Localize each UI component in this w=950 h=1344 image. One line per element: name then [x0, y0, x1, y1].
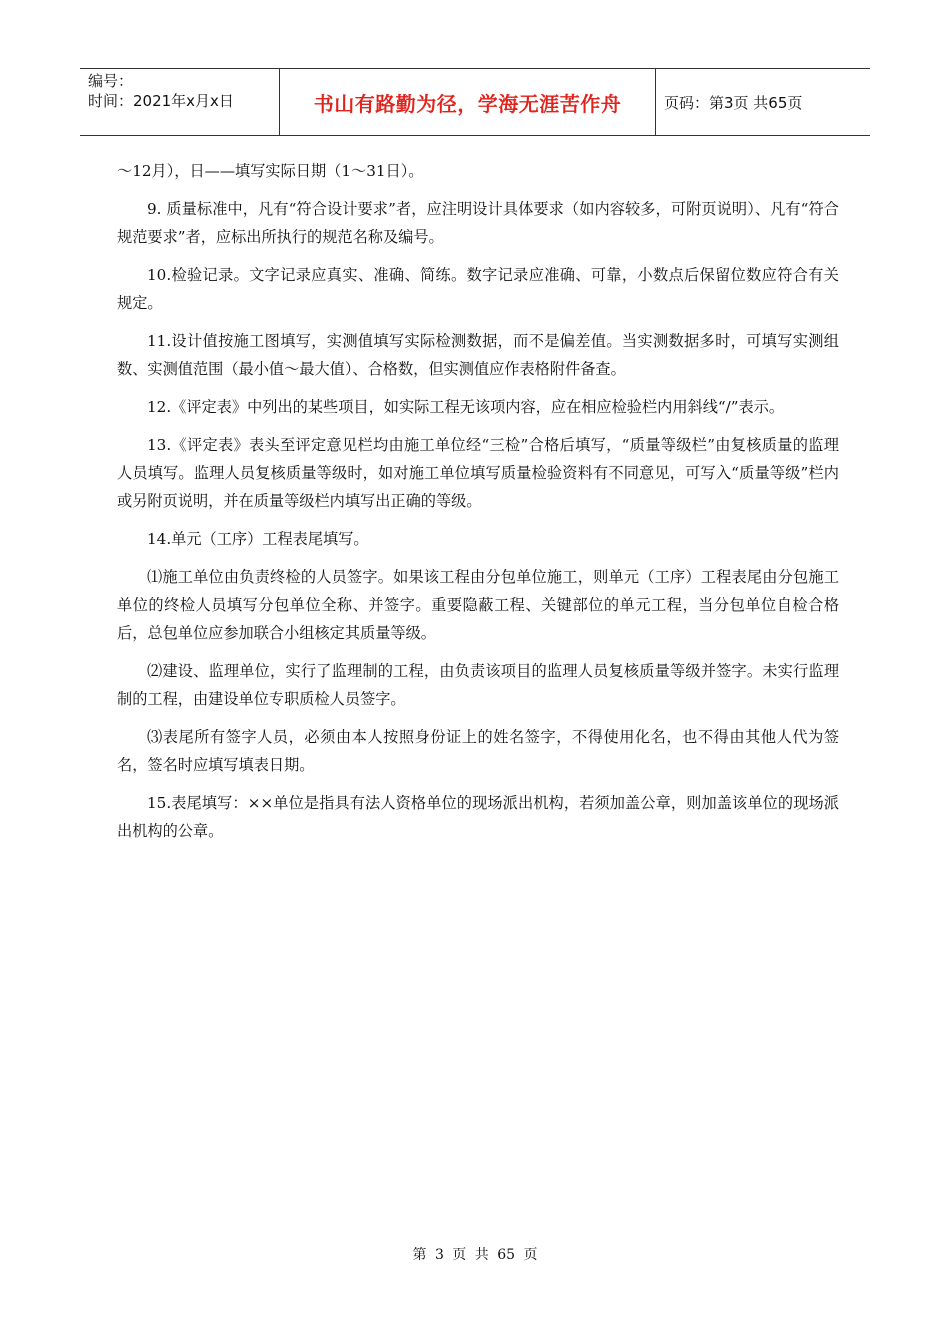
header-page-info: 页码：第3页 共65页 — [664, 93, 803, 112]
paragraph: 10.检验记录。文字记录应真实、准确、简练。数字记录应准确、可靠，小数点后保留位数应符合有关规定。 — [117, 266, 839, 312]
page-header — [80, 68, 870, 136]
paragraph: 14.单元（工序）工程表尾填写。 — [147, 530, 369, 548]
paragraph: ⑵建设、监理单位，实行了监理制的工程，由负责该项目的监理人员复核质量等级并签字。未实行监理制的工程，由建设单位专职质检人员签字。 — [117, 662, 839, 708]
document-body — [117, 157, 839, 855]
paragraph: ⑶表尾所有签字人员，必须由本人按照身份证上的姓名签字，不得使用化名，也不得由其他人代为签名，签名时应填写填表日期。 — [117, 728, 839, 774]
paragraph: ～12月），日——填写实际日期（1～31日）。 — [117, 162, 424, 180]
paragraph: ⑴施工单位由负责终检的人员签字。如果该工程由分包单位施工，则单元（工序）工程表尾由分包施工单位的终检人员填写分包单位全称、并签字。重要隐蔽工程、关键部位的单元工程，当分包单位自检合格后，总包单位应参加联合小组核定其质量等级。 — [117, 568, 839, 642]
header-meta — [80, 69, 280, 135]
page-footer: 第 3 页 共 65 页 — [412, 1247, 538, 1263]
document-time-label: 时间：2021年x月x日 — [88, 92, 234, 110]
paragraph: 13.《评定表》表头至评定意见栏均由施工单位经“三检”合格后填写，“质量等级栏”由复核质量的监理人员填写。监理人员复核质量等级时，如对施工单位填写质量检验资料有不同意见，可写入“质量等级”栏内或另附页说明，并在质量等级栏内填写出正确的等级。 — [117, 436, 839, 510]
header-motto: 书山有路勤为径，学海无涯苦作舟 — [280, 69, 656, 135]
paragraph: 15.表尾填写：××单位是指具有法人资格单位的现场派出机构，若须加盖公章，则加盖该单位的现场派出机构的公章。 — [117, 794, 839, 840]
paragraph: 12.《评定表》中列出的某些项目，如实际工程无该项内容，应在相应检验栏内用斜线“/”表示。 — [147, 398, 785, 416]
paragraph: 9. 质量标准中，凡有“符合设计要求”者，应注明设计具体要求（如内容较多，可附页说明）、凡有“符合规范要求”者，应标出所执行的规范名称及编号。 — [117, 200, 839, 246]
paragraph: 11.设计值按施工图填写，实测值填写实际检测数据，而不是偏差值。当实测数据多时，可填写实测组数、实测值范围（最小值～最大值）、合格数，但实测值应作表格附件备查。 — [117, 332, 839, 378]
document-number-label: 编号： — [88, 72, 134, 90]
